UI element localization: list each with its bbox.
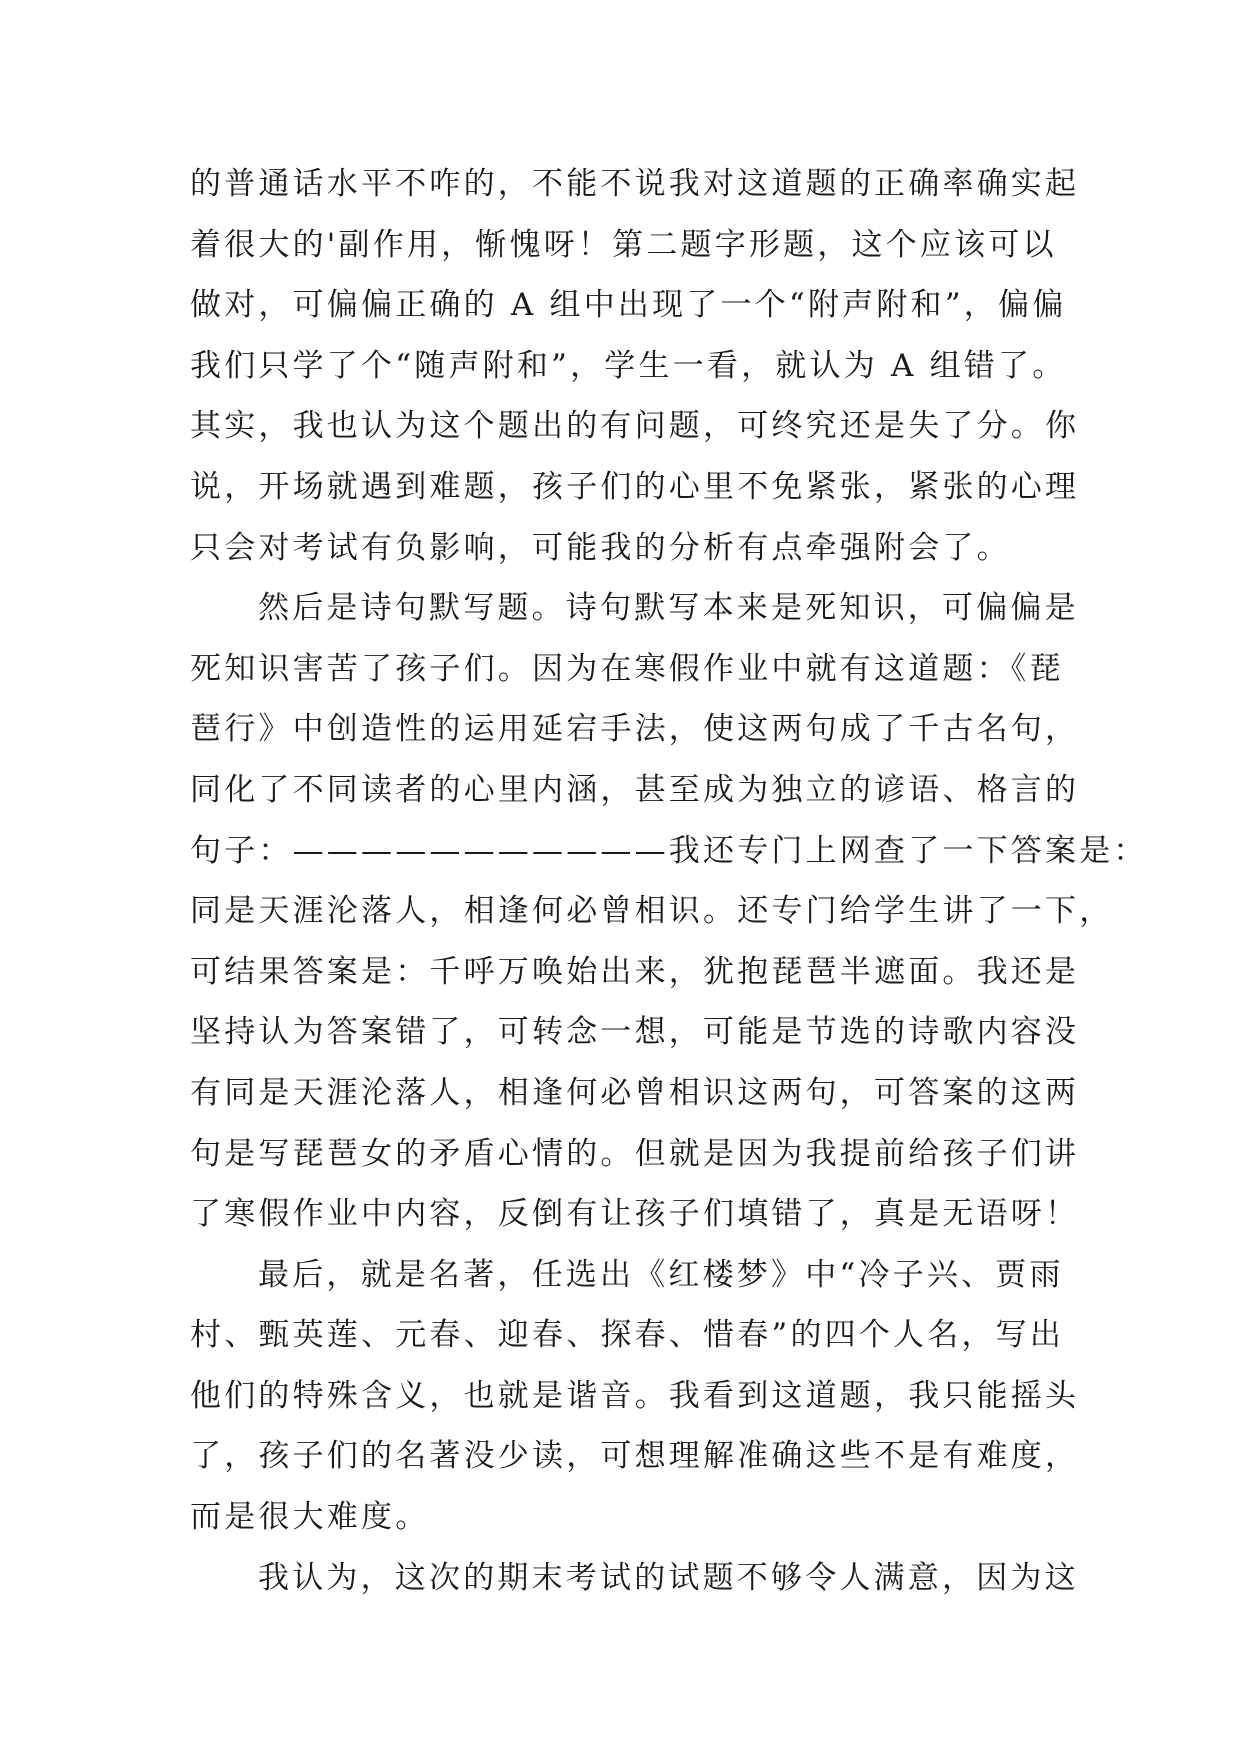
- text-line: 只会对考试有负影响，可能我的分析有点牵强附会了。: [190, 529, 1011, 566]
- text-line: 做对，可偏偏正确的 A 组中出现了一个“附声附和”，偏偏: [190, 287, 1067, 324]
- text-line: 死知识害苦了孩子们。因为在寒假作业中就有这道题：《琵: [190, 650, 1064, 687]
- text-line: 了，孩子们的名著没少读，可想理解准确这些不是有难度，: [190, 1438, 1080, 1475]
- paragraph-first-line: 最后，就是名著，任选出《红楼梦》中“冷子兴、贾雨: [258, 1256, 1064, 1293]
- text-line: 他们的特殊含义，也就是谐音。我看到这道题，我只能摇头: [190, 1377, 1080, 1414]
- text-line: 说，开场就遇到难题，孩子们的心里不免紧张，紧张的心理: [190, 468, 1080, 505]
- paragraph-first-line: 我认为，这次的期末考试的试题不够令人满意，因为这: [258, 1559, 1079, 1596]
- text-line: 坚持认为答案错了，可转念一想，可能是节选的诗歌内容没: [190, 1014, 1080, 1051]
- paragraph-first-line: 然后是诗句默写题。诗句默写本来是死知识，可偏偏是: [258, 590, 1079, 627]
- text-line: 的普通话水平不咋的，不能不说我对这道题的正确率确实起: [190, 166, 1080, 202]
- text-line: 同是天涯沦落人，相逢何必曾相识。还专门给学生讲了一下，: [190, 893, 1114, 930]
- text-line: 我们只学了个“随声附和”，学生一看，就认为 A 组错了。: [190, 347, 1067, 384]
- text-line: 其实，我也认为这个题出的有问题，可终究还是失了分。你: [190, 408, 1080, 445]
- text-line: 着很大的'副作用，惭愧呀！第二题字形题，这个应该可以: [190, 226, 1057, 263]
- text-line: 琶行》中创造性的运用延宕手法，使这两句成了千古名句，: [190, 711, 1080, 748]
- text-line: 村、甄英莲、元春、迎春、探春、惜春”的四个人名，写出: [190, 1317, 1065, 1354]
- text-line: 可结果答案是：千呼万唤始出来，犹抱琵琶半遮面。我还是: [190, 953, 1080, 990]
- text-line: 句子：———————————我还专门上网查了一下答案是：: [190, 832, 1148, 869]
- document-body-text: [190, 154, 1148, 1608]
- text-line: 而是很大难度。: [190, 1499, 430, 1536]
- text-line: 同化了不同读者的心里内涵，甚至成为独立的谚语、格言的: [190, 771, 1080, 808]
- text-line: 了寒假作业中内容，反倒有让孩子们填错了，真是无语呀！: [190, 1196, 1080, 1233]
- text-line: 有同是天涯沦落人，相逢何必曾相识这两句，可答案的这两: [190, 1074, 1080, 1111]
- text-line: 句是写琵琶女的矛盾心情的。但就是因为我提前给孩子们讲: [190, 1135, 1080, 1172]
